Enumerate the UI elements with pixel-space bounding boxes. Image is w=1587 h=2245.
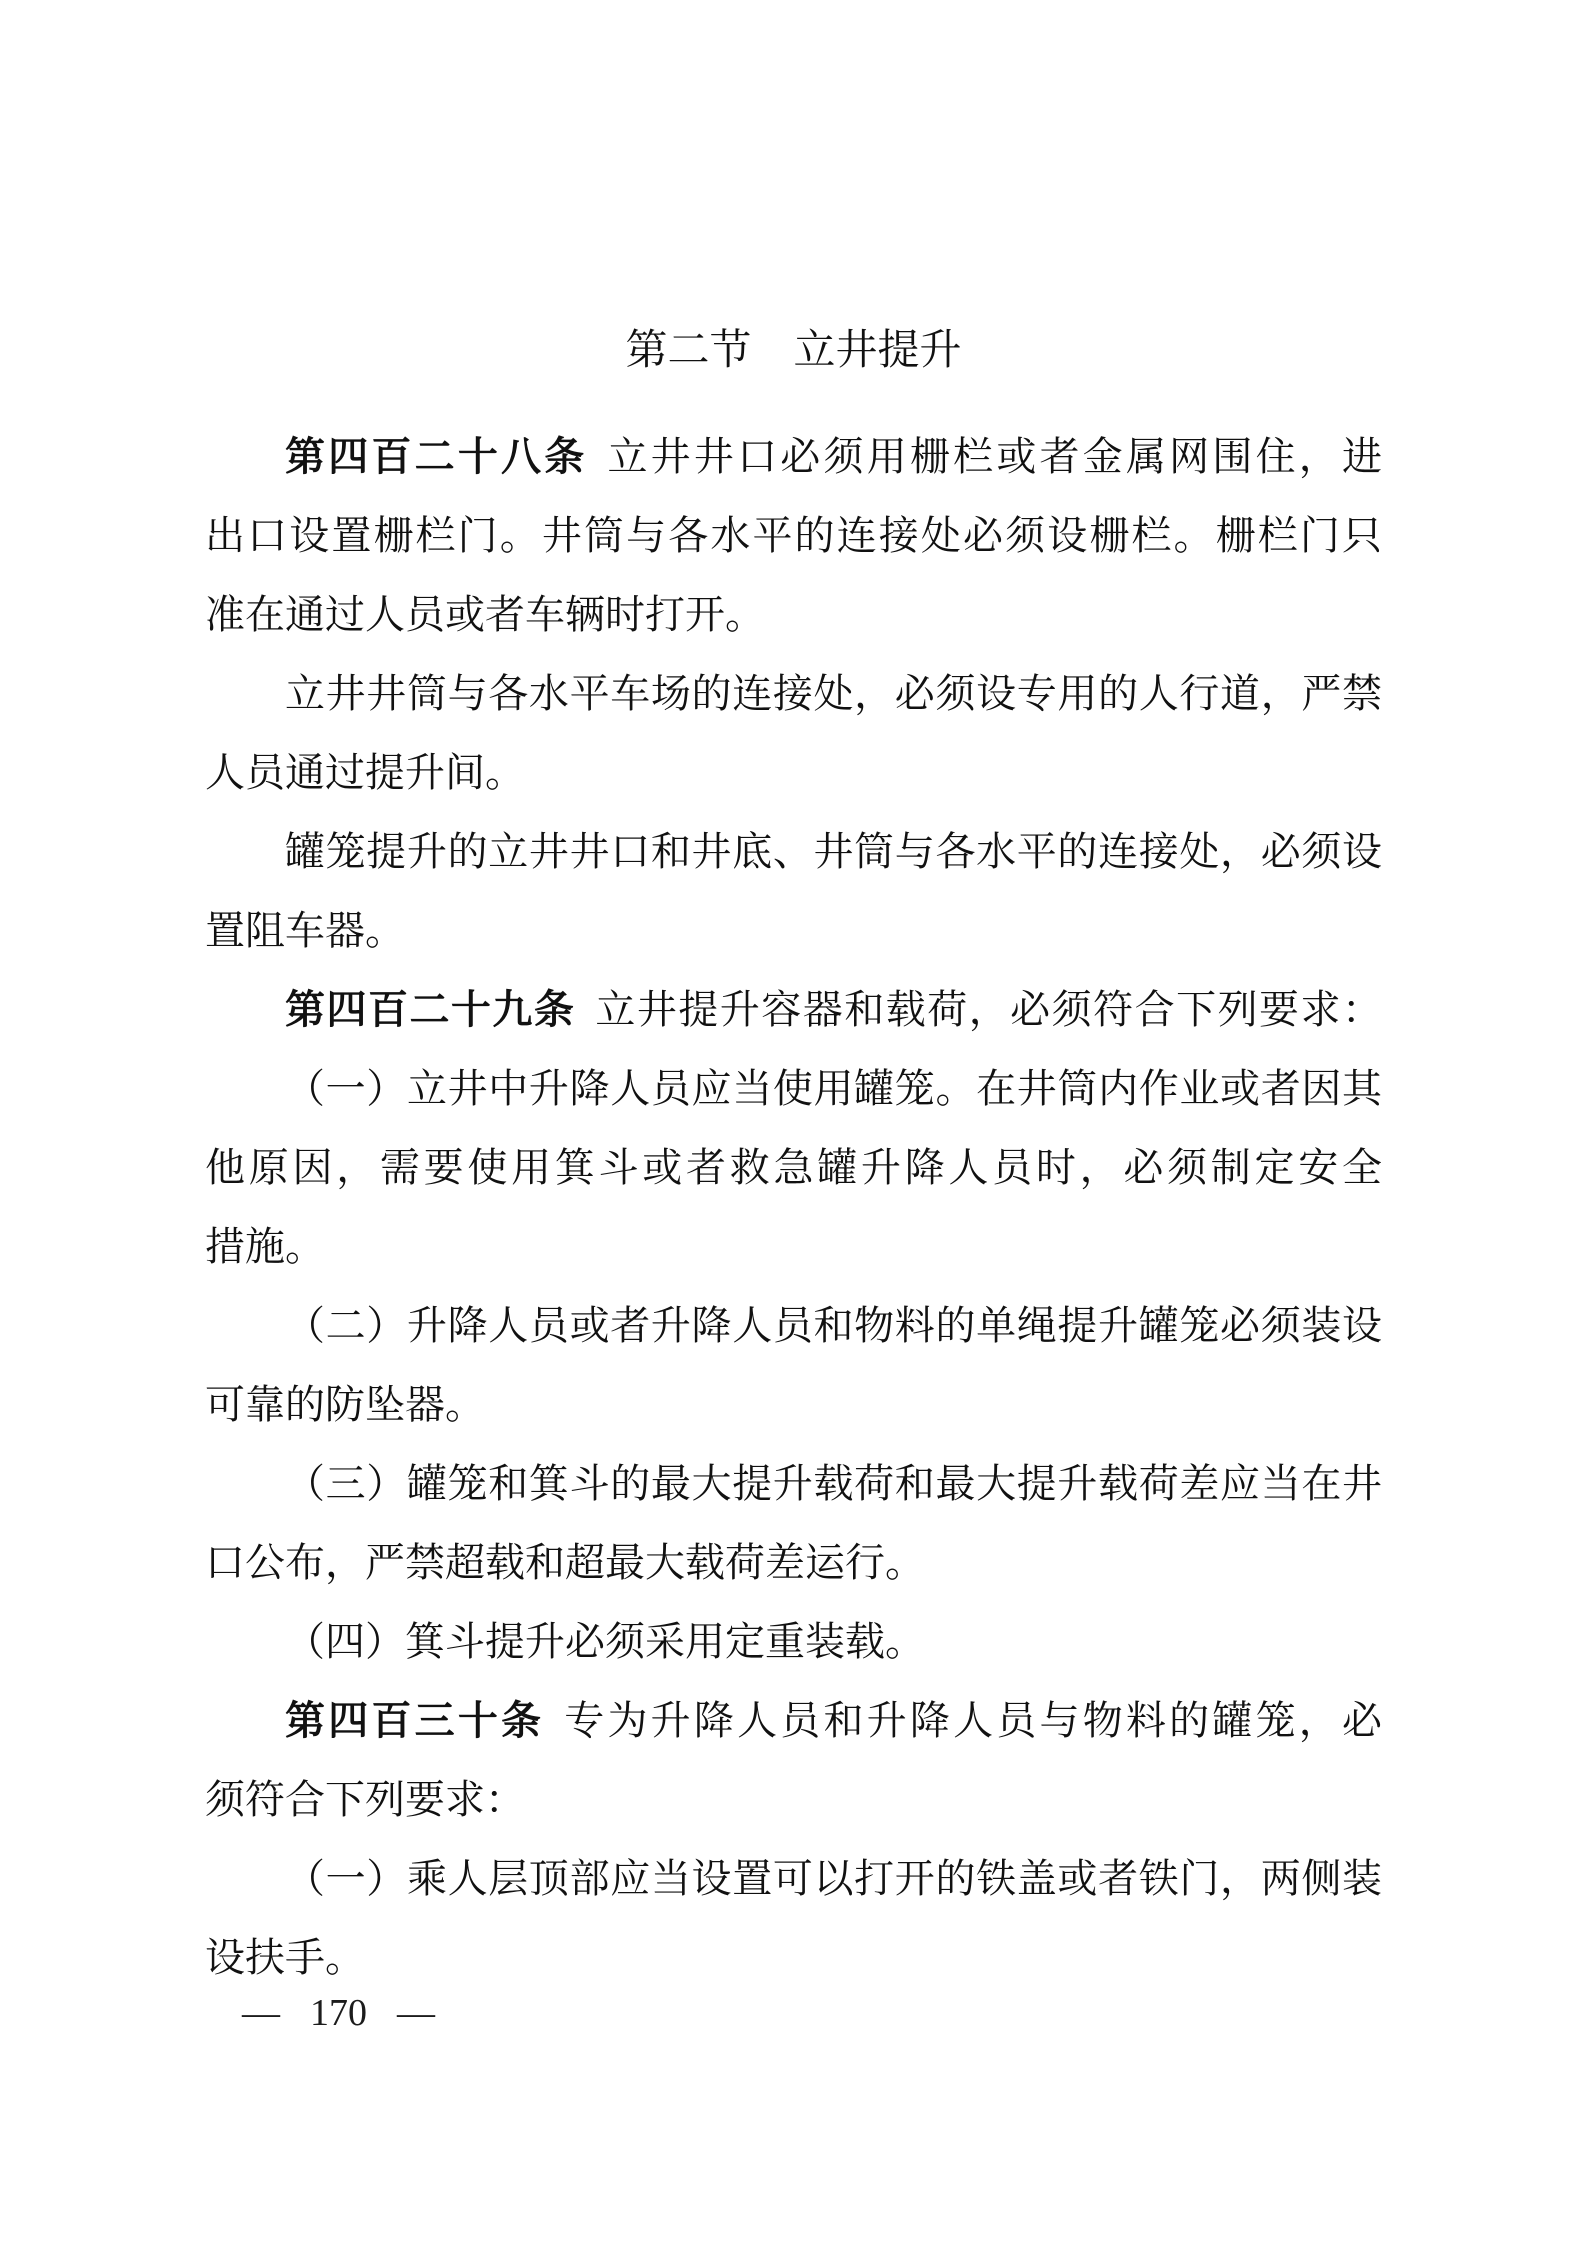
text-line (205, 496, 1382, 575)
body-paragraphs (205, 417, 1382, 1997)
line-text: 罐笼提升的立井井口和井底、井筒与各水平的连接处，必须设 (285, 829, 1382, 874)
text-line (205, 1207, 1382, 1286)
line-text: 立井提升容器和载荷，必须符合下列要求： (595, 987, 1383, 1032)
line-text: 他原因，需要使用箕斗或者救急罐升降人员时，必须制定安全 (205, 1145, 1382, 1190)
text-line (205, 1918, 1382, 1997)
line-text: 人员通过提升间。 (205, 750, 525, 795)
text-line (205, 1444, 1382, 1523)
line-text: （四）箕斗提升必须采用定重装载。 (285, 1619, 925, 1664)
line-text: 立井井口必须用栅栏或者金属网围住，进 (607, 434, 1383, 479)
text-line (205, 891, 1382, 970)
line-text: 措施。 (205, 1224, 325, 1269)
line-text: （二）升降人员或者升降人员和物料的单绳提升罐笼必须装设 (285, 1303, 1382, 1348)
article-number: 第四百二十九条 (285, 988, 576, 1032)
line-text: 可靠的防坠器。 (205, 1382, 485, 1427)
footer-dash-right: — (397, 1992, 435, 2034)
text-line (205, 812, 1382, 891)
text-line (205, 1839, 1382, 1918)
section-title: 第二节 立井提升 (625, 328, 962, 374)
text-line (205, 1602, 1382, 1681)
text-line (205, 1681, 1382, 1760)
text-line (205, 654, 1382, 733)
text-line (205, 733, 1382, 812)
line-text: 设扶手。 (205, 1935, 365, 1980)
line-text: 置阻车器。 (205, 908, 405, 953)
text-line (205, 1128, 1382, 1207)
text-line (205, 1365, 1382, 1444)
line-text: 口公布，严禁超载和超最大载荷差运行。 (205, 1540, 925, 1585)
text-line (205, 575, 1382, 654)
line-text: （一）乘人层顶部应当设置可以打开的铁盖或者铁门，两侧装 (285, 1856, 1382, 1901)
page-number: 170 (310, 1992, 367, 2034)
text-line (205, 1523, 1382, 1602)
line-text: 准在通过人员或者车辆时打开。 (205, 592, 765, 637)
line-text: 须符合下列要求： (205, 1777, 525, 1822)
line-text: 专为升降人员和升降人员与物料的罐笼，必 (564, 1698, 1382, 1743)
text-line (205, 1286, 1382, 1365)
page-content (205, 312, 1382, 1997)
text-line (205, 1049, 1382, 1128)
page-footer (205, 1992, 435, 2034)
article-number: 第四百二十八条 (285, 435, 588, 479)
article-number: 第四百三十条 (285, 1699, 545, 1743)
text-line (205, 1760, 1382, 1839)
footer-dash-left: — (242, 1992, 280, 2034)
line-text: 立井井筒与各水平车场的连接处，必须设专用的人行道，严禁 (285, 671, 1382, 716)
text-line (205, 970, 1382, 1049)
line-text: （一）立井中升降人员应当使用罐笼。在井筒内作业或者因其 (285, 1066, 1382, 1111)
line-text: （三）罐笼和箕斗的最大提升载荷和最大提升载荷差应当在井 (285, 1461, 1382, 1506)
line-text: 出口设置栅栏门。井筒与各水平的连接处必须设栅栏。栅栏门只 (205, 513, 1382, 558)
text-line (205, 417, 1382, 496)
